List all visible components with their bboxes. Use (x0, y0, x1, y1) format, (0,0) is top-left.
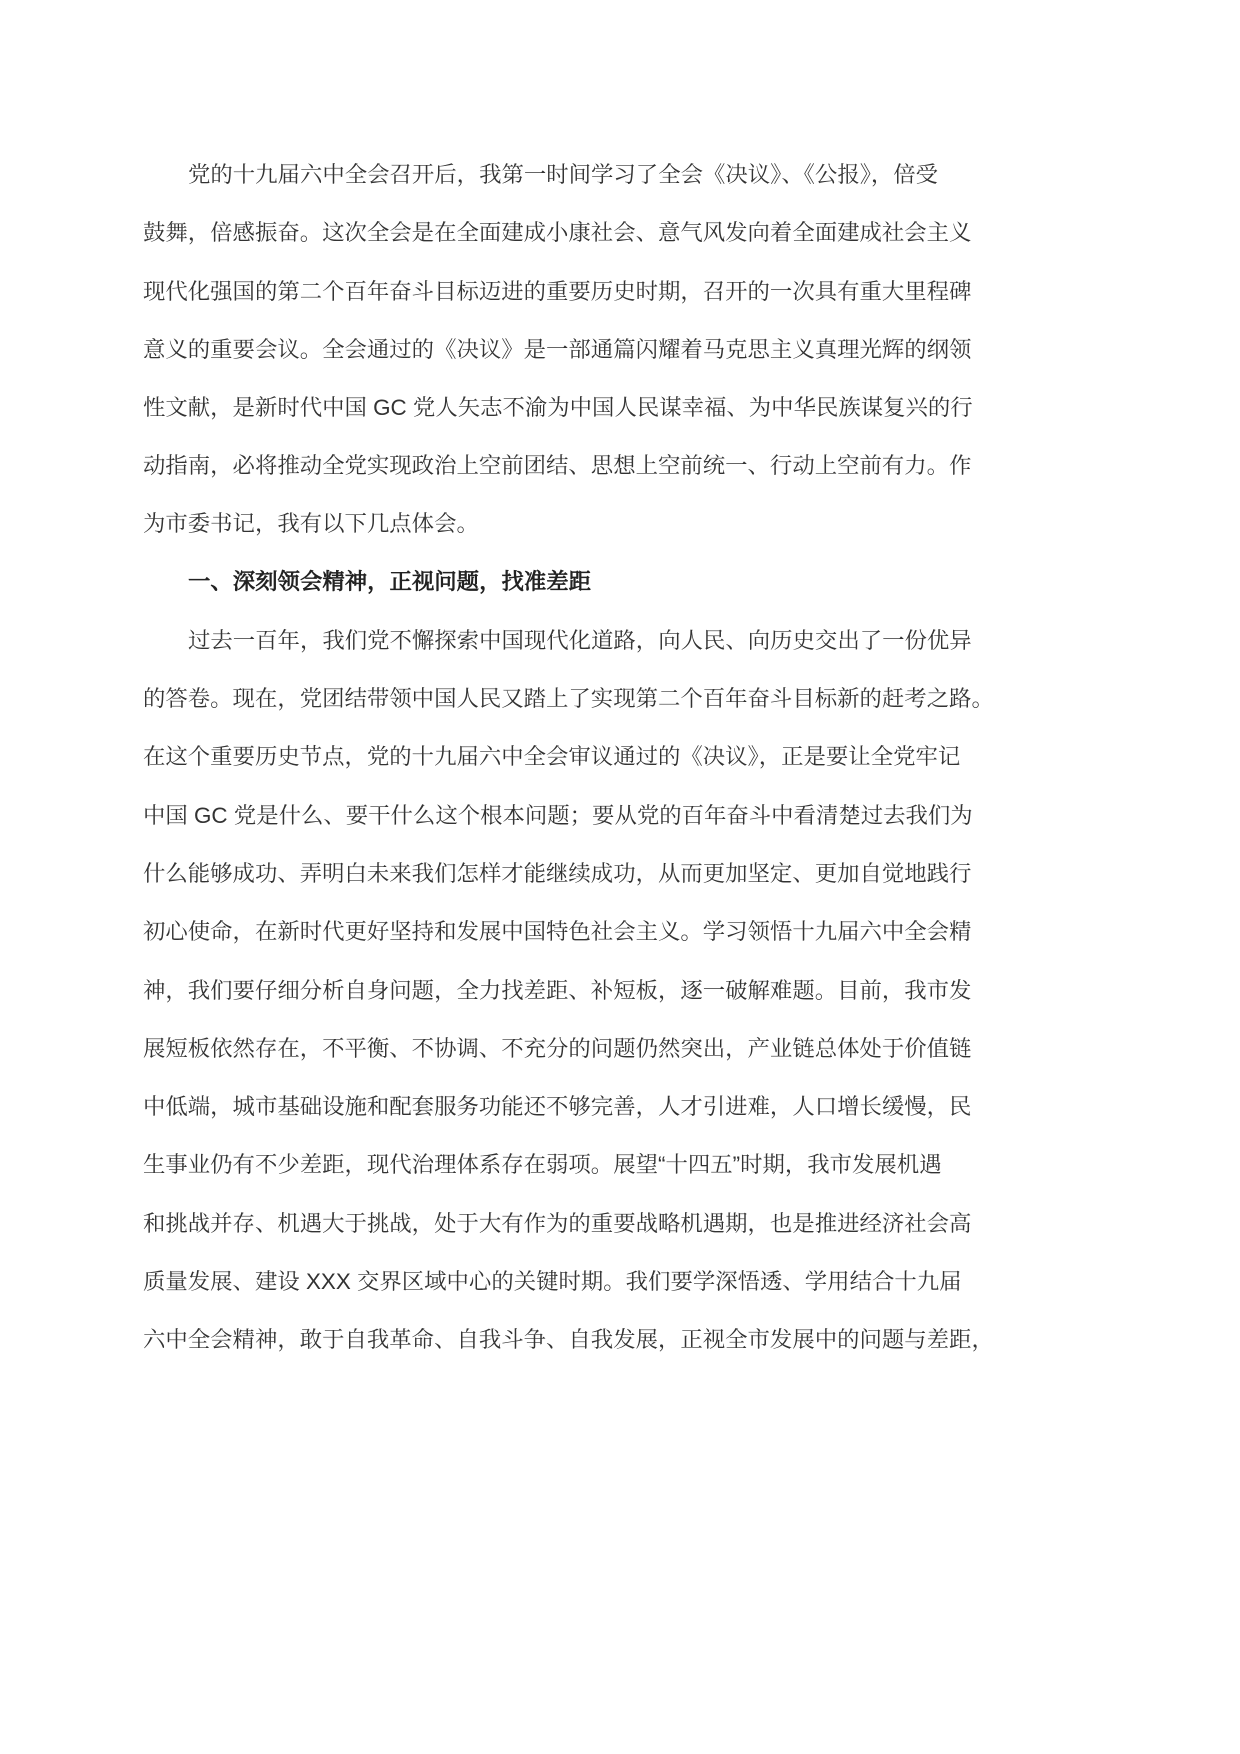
paragraph-line: 鼓舞，倍感振奋。这次全会是在全面建成小康社会、意气风发向着全面建成社会主义 (143, 220, 972, 245)
paragraph-line: 性文献，是新时代中国 GC 党人矢志不渝为中国人民谋幸福、为中华民族谋复兴的行 (143, 395, 973, 420)
paragraph-line: 的答卷。现在，党团结带领中国人民又踏上了实现第二个百年奋斗目标新的赶考之路。 (143, 686, 994, 711)
section-heading: 一、深刻领会精神，正视问题，找准差距 (188, 569, 592, 594)
paragraph-line: 过去一百年，我们党不懈探索中国现代化道路，向人民、向历史交出了一份优异 (188, 628, 972, 653)
paragraph-line: 党的十九届六中全会召开后，我第一时间学习了全会《决议》、《公报》，倍受 (188, 162, 939, 187)
paragraph-line: 生事业仍有不少差距，现代治理体系存在弱项。展望“十四五”时期，我市发展机遇 (143, 1152, 942, 1177)
paragraph-line: 现代化强国的第二个百年奋斗目标迈进的重要历史时期，召开的一次具有重大里程碑 (143, 279, 972, 304)
paragraph-line: 在这个重要历史节点，党的十九届六中全会审议通过的《决议》，正是要让全党牢记 (143, 744, 961, 769)
paragraph-line: 和挑战并存、机遇大于挑战，处于大有作为的重要战略机遇期，也是推进经济社会高 (143, 1211, 972, 1236)
paragraph-line: 六中全会精神，敢于自我革命、自我斗争、自我发展，正视全市发展中的问题与差距， (143, 1327, 994, 1352)
paragraph-line: 什么能够成功、弄明白未来我们怎样才能继续成功，从而更加坚定、更加自觉地践行 (143, 861, 972, 886)
paragraph-line: 为市委书记，我有以下几点体会。 (143, 511, 479, 536)
paragraph-line: 神，我们要仔细分析自身问题，全力找差距、补短板，逐一破解难题。目前，我市发 (143, 978, 972, 1003)
paragraph-line: 质量发展、建设 XXX 交界区域中心的关键时期。我们要学深悟透、学用结合十九届 (143, 1269, 962, 1294)
paragraph-line: 初心使命，在新时代更好坚持和发展中国特色社会主义。学习领悟十九届六中全会精 (143, 919, 972, 944)
paragraph-line: 中低端，城市基础设施和配套服务功能还不够完善，人才引进难，人口增长缓慢，民 (143, 1094, 972, 1119)
paragraph-line: 展短板依然存在，不平衡、不协调、不充分的问题仍然突出，产业链总体处于价值链 (143, 1036, 972, 1061)
paragraph-line: 动指南，必将推动全党实现政治上空前团结、思想上空前统一、行动上空前有力。作 (143, 453, 972, 478)
paragraph-line: 意义的重要会议。全会通过的《决议》是一部通篇闪耀着马克思主义真理光辉的纲领 (143, 337, 972, 362)
paragraph-line: 中国 GC 党是什么、要干什么这个根本问题；要从党的百年奋斗中看清楚过去我们为 (143, 803, 973, 828)
